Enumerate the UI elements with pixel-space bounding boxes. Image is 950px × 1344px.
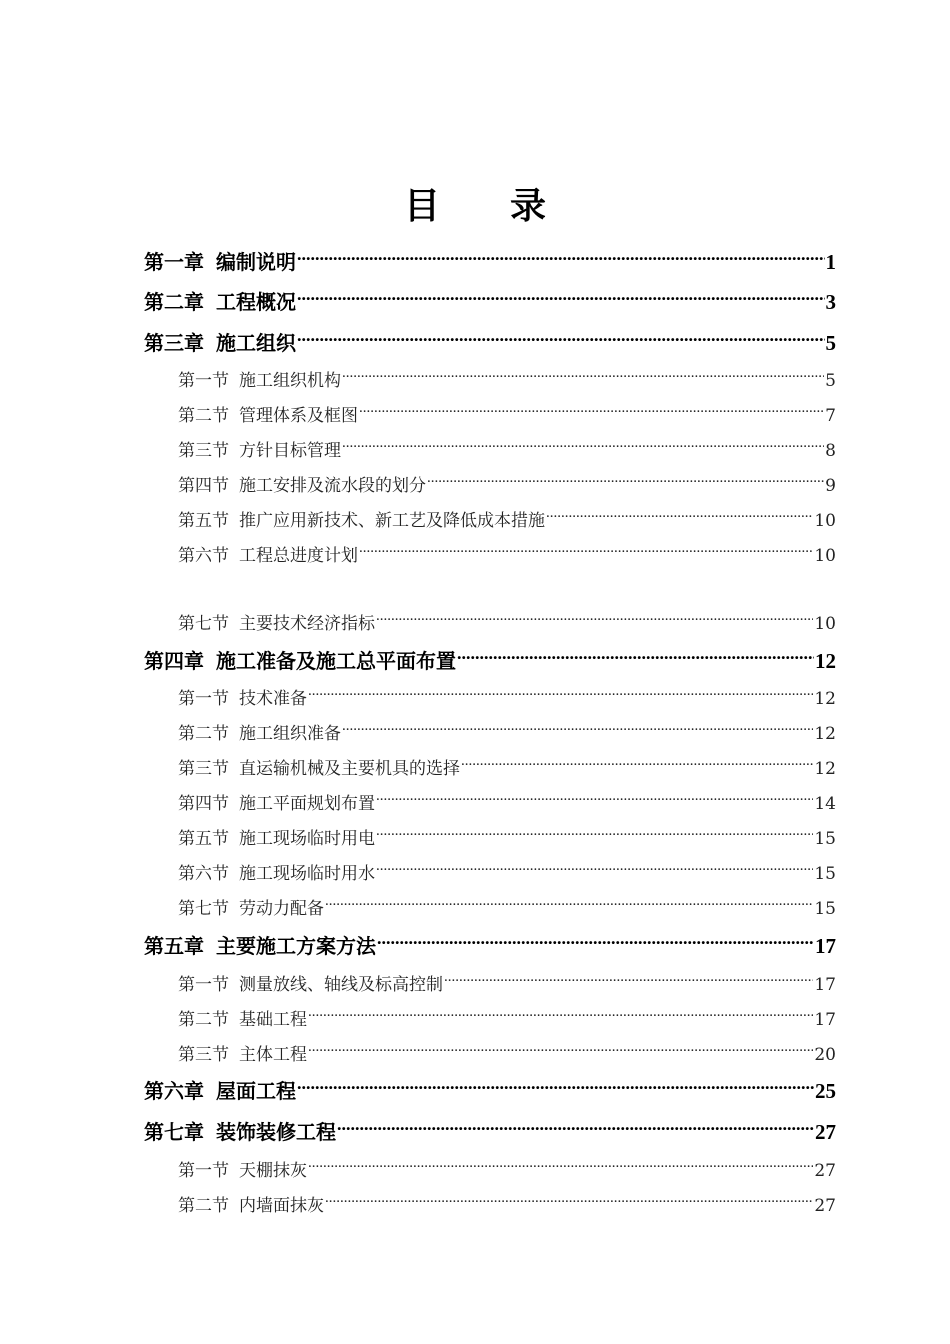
toc-section-entry[interactable]	[178, 861, 836, 887]
entry-number: 第五章	[144, 934, 204, 958]
toc-section-entry[interactable]	[178, 1193, 836, 1219]
entry-number: 第三章	[144, 331, 204, 355]
toc-section-entry[interactable]	[178, 611, 836, 637]
toc-chapter-entry[interactable]	[144, 328, 836, 358]
dot-leader	[461, 757, 813, 774]
toc-section-entry[interactable]	[178, 896, 836, 922]
dot-leader	[359, 404, 824, 421]
entry-number: 第六节	[178, 546, 229, 566]
toc-section-entry[interactable]	[178, 826, 836, 852]
toc-section-entry[interactable]	[178, 686, 836, 712]
toc-chapter-entry[interactable]	[144, 1076, 836, 1106]
entry-number: 第二章	[144, 290, 204, 314]
entry-title: 屋面工程	[216, 1079, 296, 1103]
entry-page-number: 15	[814, 829, 836, 849]
entry-number: 第一章	[144, 250, 204, 274]
dot-leader	[297, 289, 825, 309]
entry-title: 工程总进度计划	[239, 546, 358, 566]
toc-chapter-entry[interactable]	[144, 287, 836, 317]
dot-leader	[342, 439, 824, 456]
toc-section-entry[interactable]	[178, 438, 836, 464]
entry-page-number: 1	[825, 250, 836, 274]
entry-page-number: 9	[825, 476, 836, 496]
entry-number: 第五节	[178, 511, 229, 531]
dot-leader	[325, 897, 813, 914]
toc-section-entry[interactable]	[178, 1007, 836, 1033]
entry-title: 直运输机械及主要机具的选择	[239, 759, 460, 779]
entry-page-number: 10	[814, 546, 836, 566]
entry-number: 第七节	[178, 614, 229, 634]
entry-page-number: 17	[814, 975, 836, 995]
dot-leader	[546, 509, 813, 526]
entry-title: 编制说明	[216, 250, 296, 274]
dot-leader	[376, 827, 813, 844]
toc-title-char: 目	[403, 186, 440, 227]
entry-page-number: 25	[815, 1079, 836, 1103]
toc-section-entry[interactable]	[178, 1042, 836, 1068]
toc-chapter-entry[interactable]	[144, 646, 836, 676]
entry-page-number: 5	[825, 331, 836, 355]
dot-leader	[376, 862, 813, 879]
entry-title: 主体工程	[239, 1045, 307, 1065]
entry-title: 施工组织机构	[239, 371, 341, 391]
entry-number: 第二节	[178, 1010, 229, 1030]
entry-title: 天棚抹灰	[239, 1161, 307, 1181]
entry-number: 第一节	[178, 371, 229, 391]
dot-leader	[297, 330, 825, 350]
entry-number: 第五节	[178, 829, 229, 849]
entry-title: 推广应用新技术、新工艺及降低成本措施	[239, 511, 545, 531]
dot-leader	[308, 1159, 813, 1176]
entry-title: 管理体系及框图	[239, 406, 358, 426]
entry-title: 基础工程	[239, 1010, 307, 1030]
entry-title: 施工平面规划布置	[239, 794, 375, 814]
entry-page-number: 10	[814, 614, 836, 634]
entry-number: 第二节	[178, 1196, 229, 1216]
entry-page-number: 12	[814, 724, 836, 744]
dot-leader	[376, 612, 813, 629]
entry-title: 施工组织	[216, 331, 296, 355]
entry-page-number: 27	[815, 1120, 836, 1144]
dot-leader	[297, 1078, 814, 1098]
toc-section-entry[interactable]	[178, 473, 836, 499]
entry-title: 装饰装修工程	[216, 1120, 336, 1144]
entry-page-number: 12	[814, 689, 836, 709]
dot-leader	[457, 648, 814, 668]
dot-leader	[342, 369, 824, 386]
entry-number: 第三节	[178, 441, 229, 461]
entry-page-number: 27	[814, 1161, 836, 1181]
toc-section-entry[interactable]	[178, 721, 836, 747]
dot-leader	[308, 1043, 813, 1060]
dot-leader	[297, 249, 825, 269]
entry-page-number: 17	[815, 934, 836, 958]
entry-page-number: 3	[825, 290, 836, 314]
entry-title: 施工准备及施工总平面布置	[216, 649, 456, 673]
entry-page-number: 12	[815, 649, 836, 673]
dot-leader	[337, 1119, 814, 1139]
dot-leader	[359, 544, 813, 561]
entry-number: 第三节	[178, 1045, 229, 1065]
entry-number: 第七章	[144, 1120, 204, 1144]
entry-page-number: 15	[814, 899, 836, 919]
toc-section-entry[interactable]	[178, 508, 836, 534]
entry-title: 工程概况	[216, 290, 296, 314]
dot-leader	[444, 973, 813, 990]
entry-title: 内墙面抹灰	[239, 1196, 324, 1216]
toc-section-entry[interactable]	[178, 756, 836, 782]
dot-leader	[308, 1008, 813, 1025]
entry-page-number: 8	[825, 441, 836, 461]
entry-page-number: 12	[814, 759, 836, 779]
entry-number: 第六章	[144, 1079, 204, 1103]
toc-chapter-entry[interactable]	[144, 1117, 836, 1147]
entry-title: 测量放线、轴线及标高控制	[239, 975, 443, 995]
entry-title: 劳动力配备	[239, 899, 324, 919]
entry-number: 第一节	[178, 689, 229, 709]
entry-number: 第七节	[178, 899, 229, 919]
entry-number: 第四节	[178, 794, 229, 814]
entry-number: 第六节	[178, 864, 229, 884]
entry-title: 施工安排及流水段的划分	[239, 476, 426, 496]
entry-number: 第四节	[178, 476, 229, 496]
entry-number: 第一节	[178, 975, 229, 995]
dot-leader	[376, 792, 813, 809]
dot-leader	[325, 1194, 813, 1211]
entry-number: 第三节	[178, 759, 229, 779]
entry-number: 第二节	[178, 724, 229, 744]
dot-leader	[377, 933, 814, 953]
entry-page-number: 15	[814, 864, 836, 884]
toc-section-entry[interactable]	[178, 543, 836, 569]
entry-title: 施工现场临时用水	[239, 864, 375, 884]
entry-page-number: 7	[825, 406, 836, 426]
toc-section-entry[interactable]	[178, 791, 836, 817]
dot-leader	[308, 687, 813, 704]
toc-section-entry[interactable]	[178, 972, 836, 998]
toc-chapter-entry[interactable]	[144, 247, 836, 277]
entry-title: 主要施工方案方法	[216, 934, 376, 958]
entry-page-number: 27	[814, 1196, 836, 1216]
entry-title: 技术准备	[239, 689, 307, 709]
toc-title-char: 录	[510, 186, 547, 227]
dot-leader	[427, 474, 824, 491]
entry-number: 第一节	[178, 1161, 229, 1181]
entry-page-number: 10	[814, 511, 836, 531]
toc-section-entry[interactable]	[178, 1158, 836, 1184]
entry-number: 第二节	[178, 406, 229, 426]
entry-page-number: 17	[814, 1010, 836, 1030]
entry-title: 方针目标管理	[239, 441, 341, 461]
toc-chapter-entry[interactable]	[144, 931, 836, 961]
entry-page-number: 5	[825, 371, 836, 391]
toc-section-entry[interactable]	[178, 403, 836, 429]
entry-title: 施工组织准备	[239, 724, 341, 744]
entry-title: 施工现场临时用电	[239, 829, 375, 849]
dot-leader	[342, 722, 813, 739]
entry-page-number: 14	[814, 794, 836, 814]
toc-section-entry[interactable]	[178, 368, 836, 394]
entry-number: 第四章	[144, 649, 204, 673]
entry-title: 主要技术经济指标	[239, 614, 375, 634]
entry-page-number: 20	[814, 1045, 836, 1065]
